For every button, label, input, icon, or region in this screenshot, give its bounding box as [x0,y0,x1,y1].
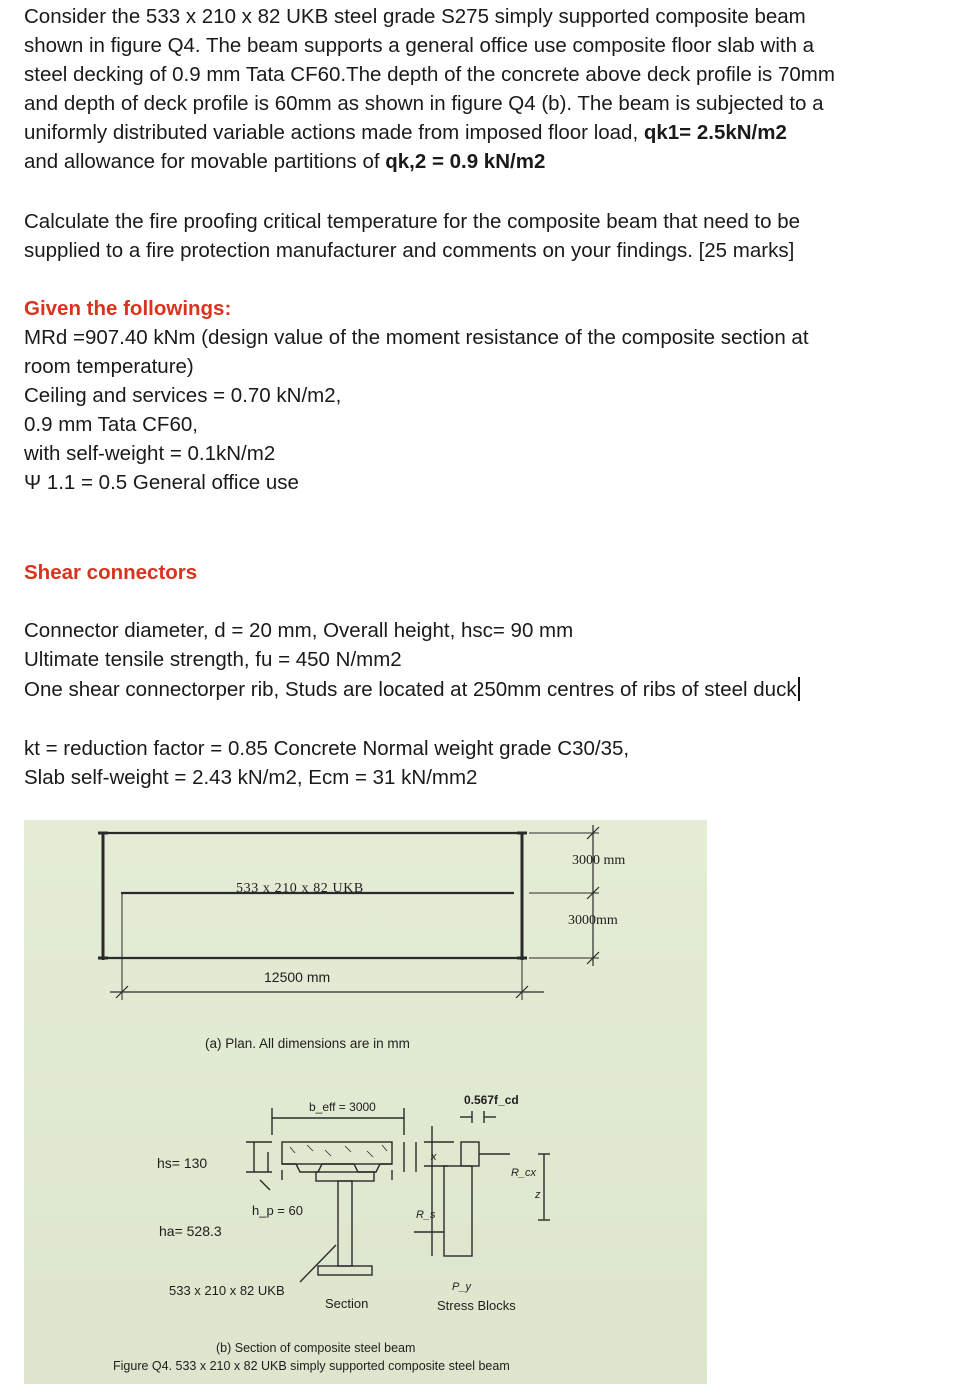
given-line-2: room temperature) [24,355,194,378]
stress-top-label: 0.567f_cd [464,1093,519,1107]
hs-label: hs= 130 [157,1155,208,1171]
question-line-6 [24,147,960,177]
given-line-5: with self-weight = 0.1kN/m2 [24,442,276,465]
given-line-3: Ceiling and services = 0.70 kN/m2, [24,384,342,407]
shear-line-5: Slab self-weight = 2.43 kN/m2, Ecm = 31 kN/mm2 [24,766,478,789]
imposed-load-value: qk1= 2.5kN/m2 [643,121,787,144]
text-cursor [798,677,800,701]
x-label: x [431,1151,437,1163]
rc-label: R_cx [511,1167,537,1179]
plan-span-label: 12500 mm [264,969,331,985]
question-line-1: Consider the 533 x 210 x 82 UKB steel grade S275 simply supported composite beam [24,5,806,28]
py-label: P_y [452,1281,471,1293]
rs-label: R_s [416,1209,436,1221]
given-line-4: 0.9 mm Tata CF60, [24,413,198,436]
shear-line-3-text: One shear connectorper rib, Studs are located at 250mm centres of ribs of steel duck [24,678,797,701]
question-line-3: steel decking of 0.9 mm Tata CF60.The depth of the concrete above deck profile is 70mm [24,63,835,86]
plan-beam-label: 533 x 210 x 82 UKB [236,881,364,896]
plan-spacing-bottom-label: 3000mm [568,913,618,928]
question-line-6-text: and allowance for movable partitions of [24,150,386,173]
given-line-1: MRd =907.40 kNm (design value of the moment resistance of the composite section at [24,326,809,349]
question-line-2: shown in figure Q4. The beam supports a general office use composite floor slab with a [24,34,815,57]
beff-label: b_eff = 3000 [309,1100,376,1114]
shear-line-1: Connector diameter, d = 20 mm, Overall height, hsc= 90 mm [24,619,574,642]
plan-caption: (a) Plan. All dimensions are in mm [205,1036,410,1051]
partition-load-value: qk,2 = 0.9 kN/m2 [385,150,546,173]
section-label: Section [325,1296,369,1311]
given-heading: Given the followings: [24,297,232,320]
question-line-4: and depth of deck profile is 60mm as shown in figure Q4 (b). The beam is subjected to a [24,92,824,115]
shear-line-4: kt = reduction factor = 0.85 Concrete Normal weight grade C30/35, [24,737,630,760]
task-line-2: supplied to a fire protection manufacturer and comments on your findings. [25 marks] [24,239,795,262]
figure-q4 [24,820,707,1384]
hp-label: h_p = 60 [252,1203,303,1218]
section-beam-label: 533 x 210 x 82 UKB [169,1283,285,1298]
ha-label: ha= 528.3 [159,1223,222,1239]
shear-heading: Shear connectors [24,561,198,584]
task-line-1: Calculate the fire proofing critical temperature for the composite beam that need to be [24,210,801,233]
shear-line-2: Ultimate tensile strength, fu = 450 N/mm2 [24,648,402,671]
question-line-5-text: uniformly distributed variable actions made from imposed floor load, [24,121,644,144]
section-caption: (b) Section of composite steel beam [216,1341,416,1355]
question-line-5 [24,118,960,148]
figure-caption: Figure Q4. 533 x 210 x 82 UKB simply supported composite steel beam [113,1359,510,1373]
z-label: z [535,1189,541,1201]
shear-line-3[interactable] [24,675,960,705]
given-line-6: Ψ 1.1 = 0.5 General office use [24,471,299,494]
plan-spacing-top-label: 3000 mm [572,853,626,868]
stress-blocks-label: Stress Blocks [437,1298,516,1313]
